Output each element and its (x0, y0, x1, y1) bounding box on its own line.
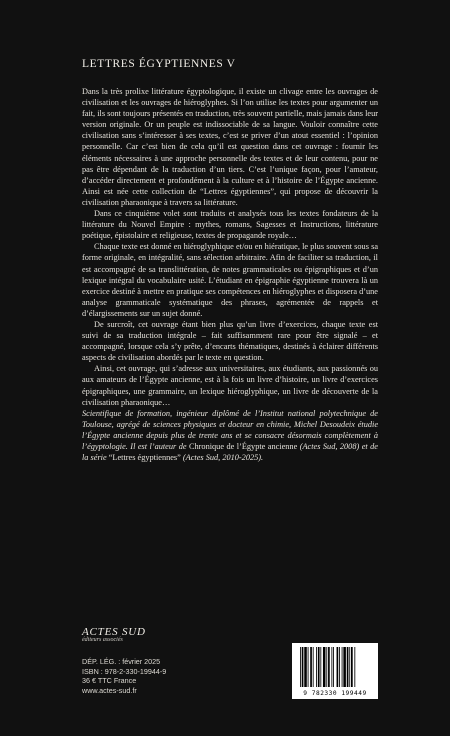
website: www.actes-sud.fr (82, 685, 137, 695)
bio-part-2: (Actes Sud, 2008) et de la série (82, 442, 378, 463)
legal-deposit: DÉP. LÉG. : février 2025 (82, 657, 161, 666)
bio-book-title-1: Chronique de l’Égypte ancienne (188, 442, 298, 451)
barcode (292, 643, 378, 699)
bio-series-title: “Lettres égyptiennes” (108, 453, 181, 463)
publisher-subtitle: éditeurs associés (82, 637, 123, 643)
barcode-bars-icon (300, 647, 370, 687)
paragraph-5: Ainsi, cet ouvrage, qui s’adresse aux universitaires, aux étudiants, aux passionnés ou aux amateurs de l’Égypte ancienne, est à la fois un livre d’histoire, un livre d’exercices épigraphiques, une grammaire, un lexique hiéroglyphique, un livre de découverte de la civilisation pharaonique… (82, 364, 378, 407)
blurb (82, 86, 378, 463)
publisher-name: ACTES SUD (82, 626, 146, 638)
paragraph-4: De surcroît, cet ouvrage étant bien plus qu’un livre d’exercices, chaque texte est suivi de sa traduction intégrale – fait suffisamment rare pour être signalé – et accompagné, lorsque cela s’y prête, d’encarts thématiques, destinés à éclairer différents aspects de civilisation abordés par le texte en question. (82, 319, 378, 363)
book-title: LETTRES ÉGYPTIENNES V (82, 58, 236, 70)
legal-info (82, 657, 166, 695)
price: 36 € TTC France (82, 676, 137, 686)
bio-part-1: Scientifique de formation, ingénieur diplômé de l’Institut national polytechnique de Toulouse, agrégé de sciences physiques et docteur en chimie, Michel Desoudeix étudie l’Égypte ancienne depuis plus de trente ans et se consacre désormais complètement à l’égyptologie. Il est l’auteur de (82, 408, 378, 451)
paragraph-1: Dans la très prolixe littérature égyptologique, il existe un clivage entre les ouvrages de civilisation et les ouvrages de hiéroglyphes. Si l’on utilise les textes pour argumenter un fait, ils sont toujours présentés en traduction, très souvent partielle, mais jamais dans leur version originale. Or un peuple est indissociable de sa langue. Vouloir connaître cette civilisation sans s’intéresser à ses textes, c’est se priver d’un atout essentiel : l’opinion personnelle. Car c’est bien de cela qu’il est question dans cet ouvrage : fournir les éléments nécessaires à une approche personnelle des textes et de leur contenu, pour ne pas être dépendant de la traduction d’un tiers. C’est l’unique façon, pour l’amateur, d’accéder directement et profondément à la culture et à l’histoire de l’Égypte ancienne. Ainsi est née cette collection de “Lettres égyptiennes”, qui propose de découvrir la civilisation pharaonique à travers sa littérature. (82, 87, 378, 207)
paragraph-2: Dans ce cinquième volet sont traduits et analysés tous les textes fondateurs de la littérature du Nouvel Empire : mythes, romans, Sagesses et Instructions, littérature poétique, épistolaire et religieuse, textes de propagande royale… (82, 209, 378, 241)
publisher-logo (82, 626, 146, 643)
barcode-number: 9 782330 199449 (303, 690, 367, 697)
paragraph-3: Chaque texte est donné en hiéroglyphique et/ou en hiératique, le plus souvent sous sa forme originale, en intégralité, sans sélection arbitraire. Afin de faciliter sa traduction, il est accompagné de sa translittération, de notes grammaticales ou épigraphiques et d’un lexique intégral du vocabulaire usité. L’étudiant en épigraphie égyptienne trouvera là un exercice destiné à mettre en pratique ses compétences en hiéroglyphes et disposera d’une analyse grammaticale systématique des phrases, agrémentée de rappels et d’élargissements sur un sujet donné. (82, 242, 378, 318)
isbn: ISBN : 978-2-330-19944-9 (82, 666, 167, 676)
author-bio (82, 408, 378, 463)
bio-part-3: (Actes Sud, 2010-2025). (180, 453, 264, 463)
